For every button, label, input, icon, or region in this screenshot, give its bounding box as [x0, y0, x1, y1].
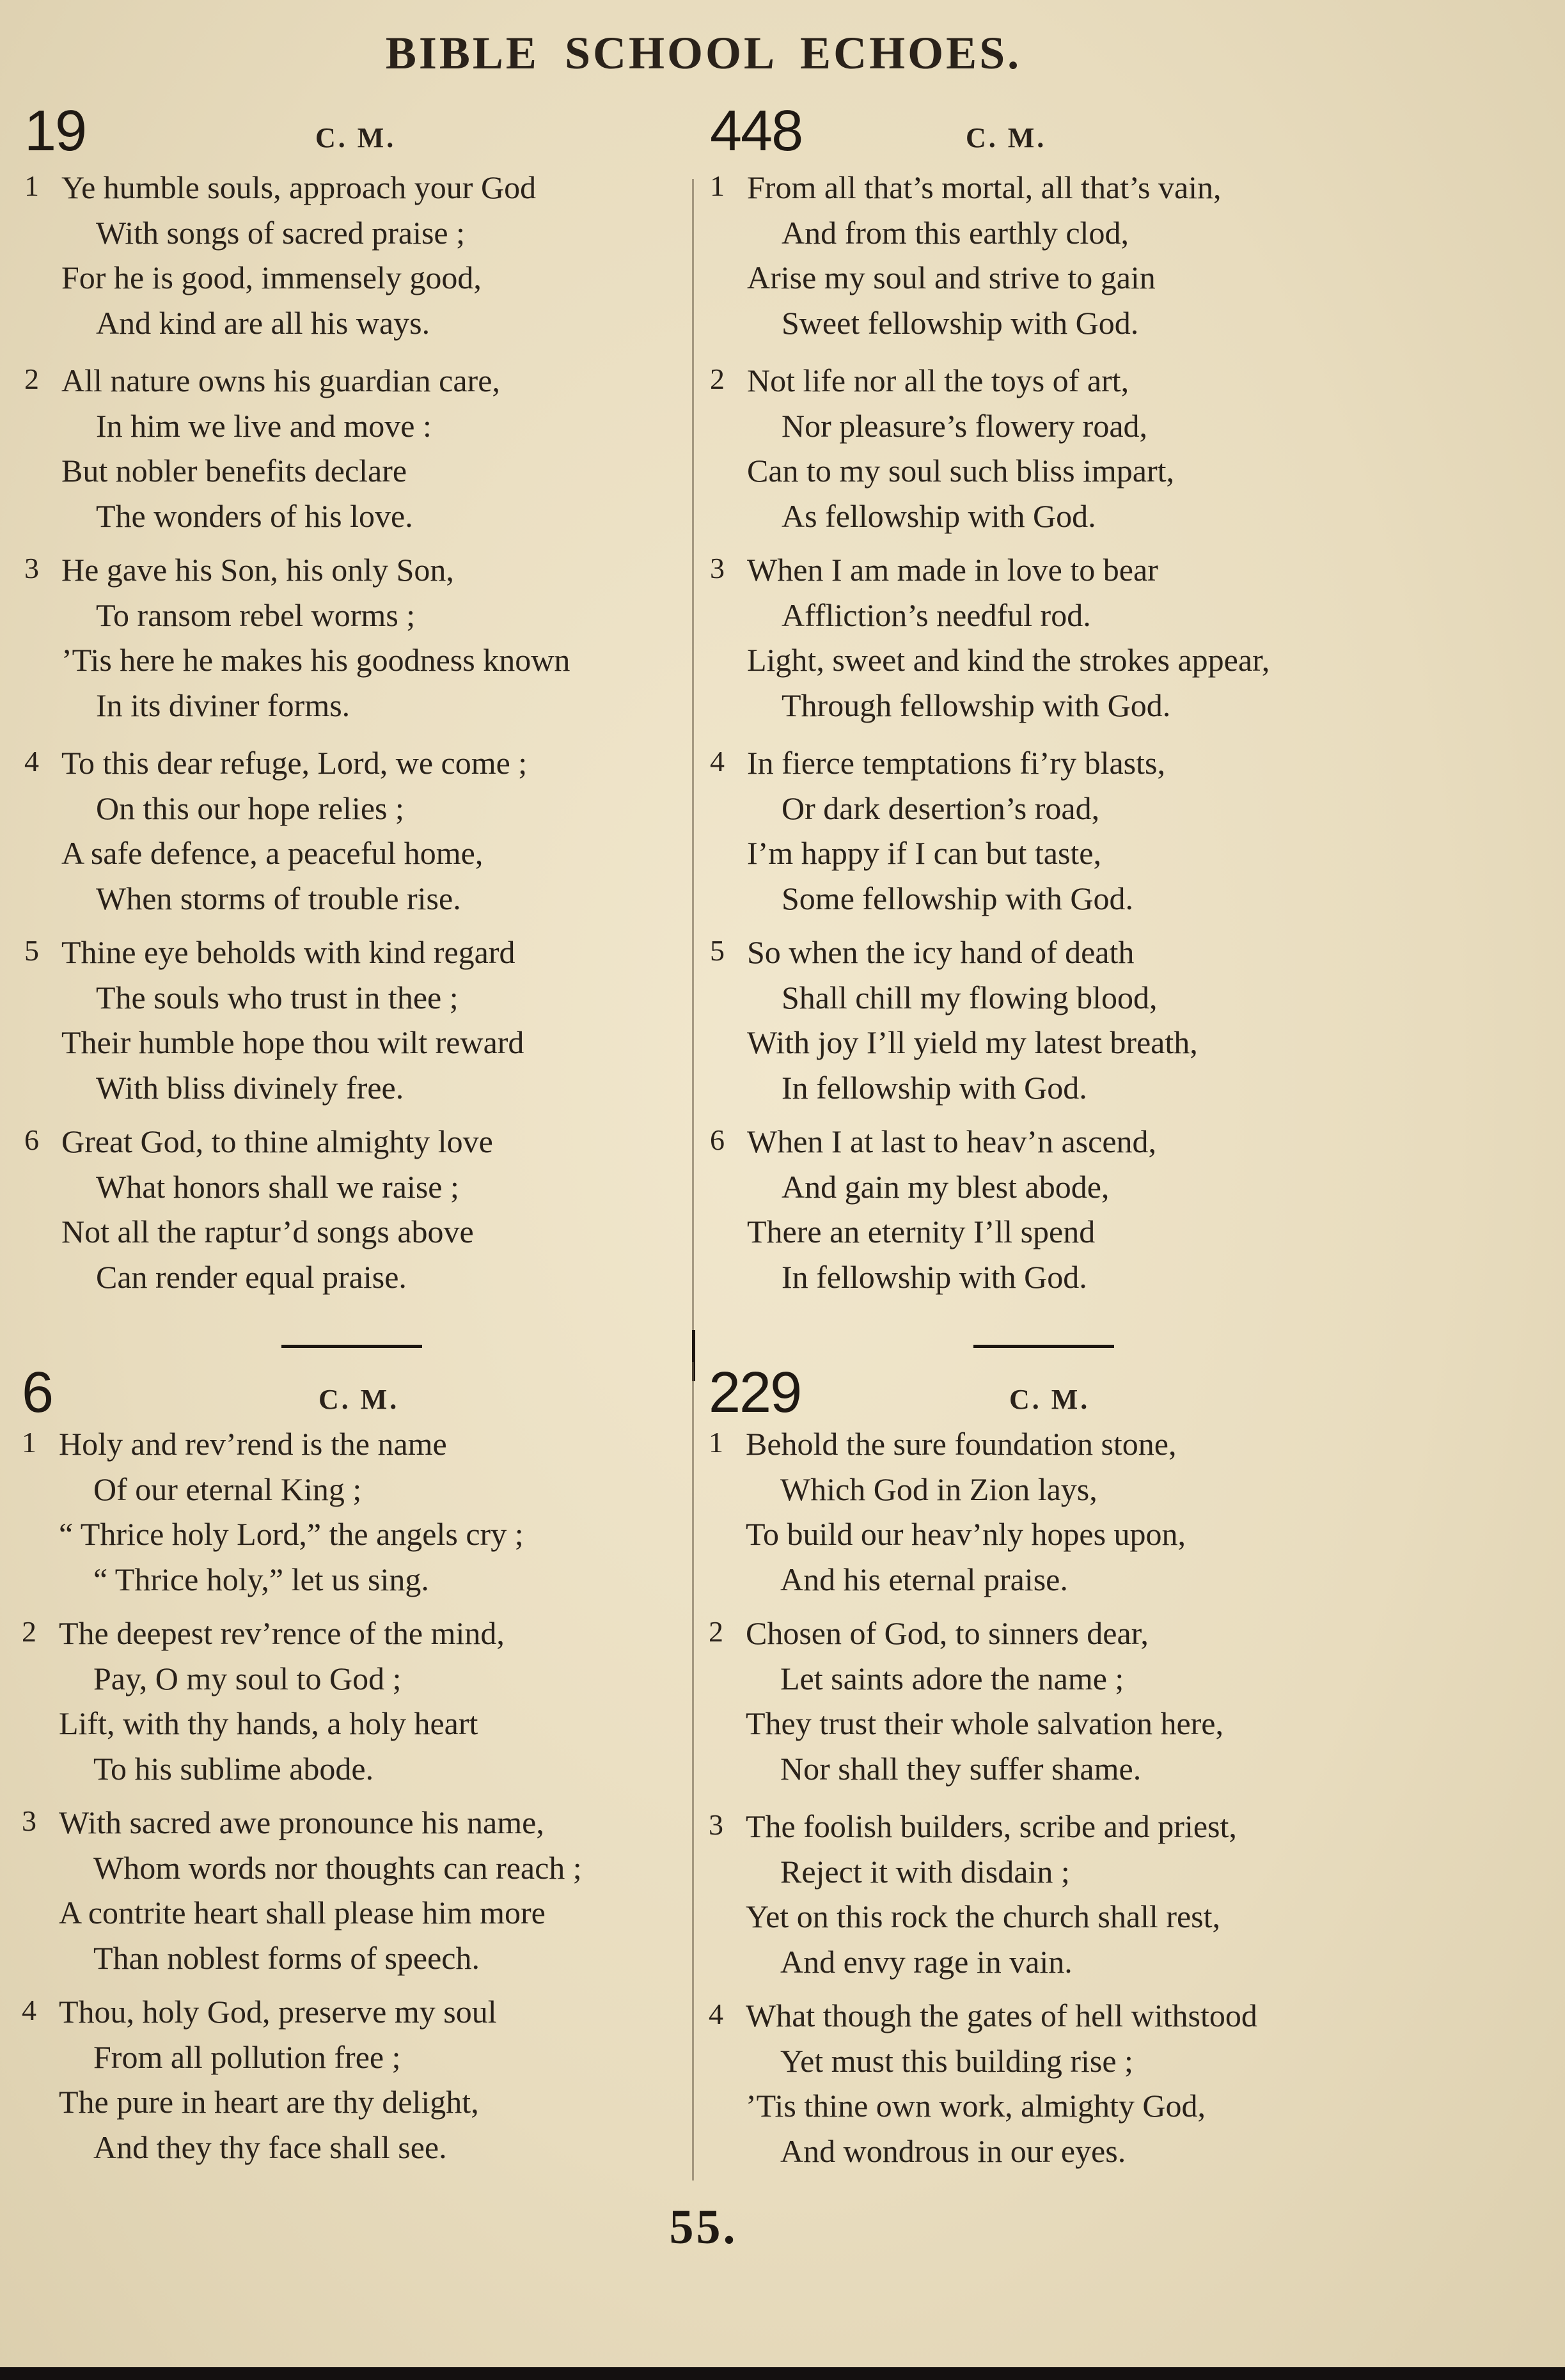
hymn-header	[710, 99, 1375, 174]
verse-line: When storms of trouble rise.	[96, 880, 461, 916]
stanza-number: 4	[24, 745, 39, 778]
verse-line: To his sublime abode.	[93, 1750, 374, 1787]
verse-line: But nobler benefits declare	[61, 453, 407, 489]
verse-line: And gain my blest abode,	[782, 1168, 1110, 1205]
verse-line: ’Tis thine own work, almighty God,	[746, 2088, 1206, 2124]
verse-line: “ Thrice holy,” let us sing.	[93, 1561, 429, 1597]
stanza-number: 1	[710, 169, 725, 202]
stanza	[709, 1804, 1374, 1984]
verse-line: The foolish builders, scribe and priest,	[746, 1808, 1237, 1844]
hymn-header	[24, 99, 689, 174]
verse-line: Can to my soul such bliss impart,	[747, 453, 1175, 489]
verse-line: What though the gates of hell withstood	[746, 1998, 1257, 2033]
stanza	[24, 740, 689, 921]
column-rule-bottom	[692, 1362, 694, 2180]
verse-line: Not life nor all the toys of art,	[747, 363, 1129, 398]
verse-line: They trust their whole salvation here,	[746, 1705, 1223, 1741]
stanza-number: 5	[24, 934, 39, 967]
verse-line: So when the icy hand of death	[747, 934, 1135, 970]
hymn-229	[709, 1361, 1374, 2173]
stanza	[24, 1119, 689, 1299]
verse-line: In its diviner forms.	[96, 687, 350, 723]
verse-line: Yet must this building rise ;	[780, 2042, 1133, 2079]
verse-line: Can render equal praise.	[96, 1258, 407, 1295]
stanza-number: 4	[709, 1998, 723, 2030]
verse-line: With songs of sacred praise ;	[96, 214, 466, 251]
verse-line: There an eternity I’ll spend	[747, 1214, 1096, 1249]
verse-line: With bliss divinely free.	[96, 1069, 404, 1106]
stanza-number: 4	[22, 1994, 36, 2026]
verse-line: ’Tis here he makes his goodness known	[61, 642, 570, 678]
verse-line: Chosen of God, to sinners dear,	[746, 1615, 1149, 1651]
verse-line: Pay, O my soul to God ;	[93, 1660, 402, 1696]
verse-line: And his eternal praise.	[780, 1561, 1068, 1597]
verse-line: In him we live and move :	[96, 407, 432, 444]
stanza	[24, 930, 689, 1110]
hymn-19	[24, 99, 689, 1299]
stanza	[22, 1611, 687, 1791]
stanza	[24, 547, 689, 728]
verse-line: Of our eternal King ;	[93, 1471, 362, 1507]
stanza-number: 3	[709, 1808, 723, 1841]
page-title: BIBLE SCHOOL ECHOES.	[385, 27, 1022, 79]
verse-line: Some fellowship with God.	[782, 880, 1133, 916]
verse-line: The souls who trust in thee ;	[96, 979, 459, 1015]
verse-line: Affliction’s needful rod.	[782, 597, 1091, 633]
verse-line: Whom words nor thoughts can reach ;	[93, 1849, 582, 1886]
verse-line: From all pollution free ;	[93, 2039, 401, 2075]
column-rule-top	[692, 179, 694, 1381]
hymn-number: 448	[710, 99, 803, 163]
verse-line: Light, sweet and kind the strokes appear,	[747, 642, 1270, 678]
verse-line: I’m happy if I can but taste,	[747, 835, 1101, 871]
verse-line: A safe defence, a peaceful home,	[61, 835, 484, 871]
verse-line: Great God, to thine almighty love	[61, 1123, 493, 1159]
verse-line: To ransom rebel worms ;	[96, 597, 416, 633]
hymn-divider-right	[973, 1345, 1114, 1348]
page-bottom-edge	[0, 2367, 1565, 2380]
verse-line: Lift, with thy hands, a holy heart	[59, 1705, 478, 1741]
verse-line: Ye humble souls, approach your God	[61, 169, 537, 205]
verse-line: What honors shall we raise ;	[96, 1168, 459, 1205]
verse-line: With joy I’ll yield my latest breath,	[747, 1024, 1198, 1060]
stanza	[709, 1993, 1374, 2173]
verse-line: On this our hope relies ;	[96, 790, 404, 826]
stanza-number: 5	[710, 934, 725, 967]
stanza	[24, 358, 689, 538]
stanza-number: 2	[710, 363, 725, 395]
stanza	[709, 1611, 1374, 1791]
stanza	[24, 165, 689, 345]
hymn-divider-left	[281, 1345, 422, 1348]
verse-line: Reject it with disdain ;	[780, 1853, 1070, 1890]
verse-line: Nor pleasure’s flowery road,	[782, 407, 1148, 444]
stanza	[709, 1421, 1374, 1602]
stanza-number: 2	[22, 1615, 36, 1648]
stanza	[710, 165, 1375, 345]
hymn-448	[710, 99, 1375, 1299]
stanza	[710, 740, 1375, 921]
hymn-meter: C. M.	[315, 122, 397, 153]
stanza	[22, 1800, 687, 1980]
stanza-number: 1	[24, 169, 39, 202]
stanza	[710, 358, 1375, 538]
stanza-number: 1	[22, 1426, 36, 1459]
verse-line: Than noblest forms of speech.	[93, 1939, 480, 1976]
verse-line: “ Thrice holy Lord,” the angels cry ;	[59, 1516, 524, 1552]
verse-line: And envy rage in vain.	[780, 1943, 1073, 1980]
verse-line: And from this earthly clod,	[782, 214, 1129, 251]
verse-line: Holy and rev’rend is the name	[59, 1426, 447, 1462]
verse-line: The wonders of his love.	[96, 497, 413, 534]
verse-line: All nature owns his guardian care,	[61, 363, 500, 398]
verse-line: As fellowship with God.	[782, 497, 1096, 534]
stanza-number: 3	[710, 552, 725, 584]
hymn-number: 229	[709, 1361, 801, 1425]
verse-line: The deepest rev’rence of the mind,	[59, 1615, 505, 1651]
verse-line: Behold the sure foundation stone,	[746, 1426, 1177, 1462]
verse-line: To build our heav’nly hopes upon,	[746, 1516, 1186, 1552]
hymn-number: 6	[22, 1361, 53, 1425]
stanza	[22, 1989, 687, 2170]
stanza-number: 4	[710, 745, 725, 778]
verse-line: Or dark desertion’s road,	[782, 790, 1100, 826]
verse-line: Yet on this rock the church shall rest,	[746, 1899, 1221, 1934]
verse-line: Shall chill my flowing blood,	[782, 979, 1158, 1015]
stanza-number: 1	[709, 1426, 723, 1459]
stanza	[22, 1421, 687, 1602]
verse-line: And wondrous in our eyes.	[780, 2133, 1126, 2169]
hymn-6	[22, 1361, 687, 2170]
verse-line: A contrite heart shall please him more	[59, 1895, 546, 1930]
stanza-number: 3	[22, 1805, 36, 1837]
verse-line: Arise my soul and strive to gain	[747, 260, 1156, 295]
stanza-number: 2	[24, 363, 39, 395]
verse-line: From all that’s mortal, all that’s vain,	[747, 169, 1222, 205]
verse-line: Thou, holy God, preserve my soul	[59, 1994, 497, 2030]
verse-line: Nor shall they suffer shame.	[780, 1750, 1142, 1787]
stanza-number: 6	[710, 1123, 725, 1156]
hymn-meter: C. M.	[966, 122, 1047, 153]
verse-line: He gave his Son, his only Son,	[61, 552, 454, 588]
page-number: 55.	[669, 2200, 738, 2254]
verse-line: Their humble hope thou wilt reward	[61, 1024, 524, 1060]
stanza	[710, 547, 1375, 728]
verse-line: And they thy face shall see.	[93, 2129, 447, 2165]
stanza-number: 2	[709, 1615, 723, 1648]
verse-line: Through fellowship with God.	[782, 687, 1171, 723]
hymn-meter: C. M.	[319, 1384, 400, 1415]
verse-line: In fellowship with God.	[782, 1069, 1087, 1106]
verse-line: The pure in heart are thy delight,	[59, 2084, 479, 2120]
verse-line: Which God in Zion lays,	[780, 1471, 1097, 1507]
verse-line: Thine eye beholds with kind regard	[61, 934, 515, 970]
verse-line: And kind are all his ways.	[96, 304, 430, 341]
verse-line: For he is good, immensely good,	[61, 260, 482, 295]
verse-line: When I at last to heav’n ascend,	[747, 1123, 1157, 1159]
verse-line: Not all the raptur’d songs above	[61, 1214, 474, 1249]
verse-line: Let saints adore the name ;	[780, 1660, 1124, 1696]
stanza-number: 6	[24, 1123, 39, 1156]
verse-line: With sacred awe pronounce his name,	[59, 1805, 544, 1840]
hymn-number: 19	[24, 99, 86, 163]
verse-line: To this dear refuge, Lord, we come ;	[61, 745, 528, 781]
hymn-meter: C. M.	[1009, 1384, 1090, 1415]
verse-line: Sweet fellowship with God.	[782, 304, 1139, 341]
verse-line: When I am made in love to bear	[747, 552, 1158, 588]
stanza-number: 3	[24, 552, 39, 584]
stanza	[710, 930, 1375, 1110]
verse-line: In fierce temptations fi’ry blasts,	[747, 745, 1165, 781]
verse-line: In fellowship with God.	[782, 1258, 1087, 1295]
stanza	[710, 1119, 1375, 1299]
